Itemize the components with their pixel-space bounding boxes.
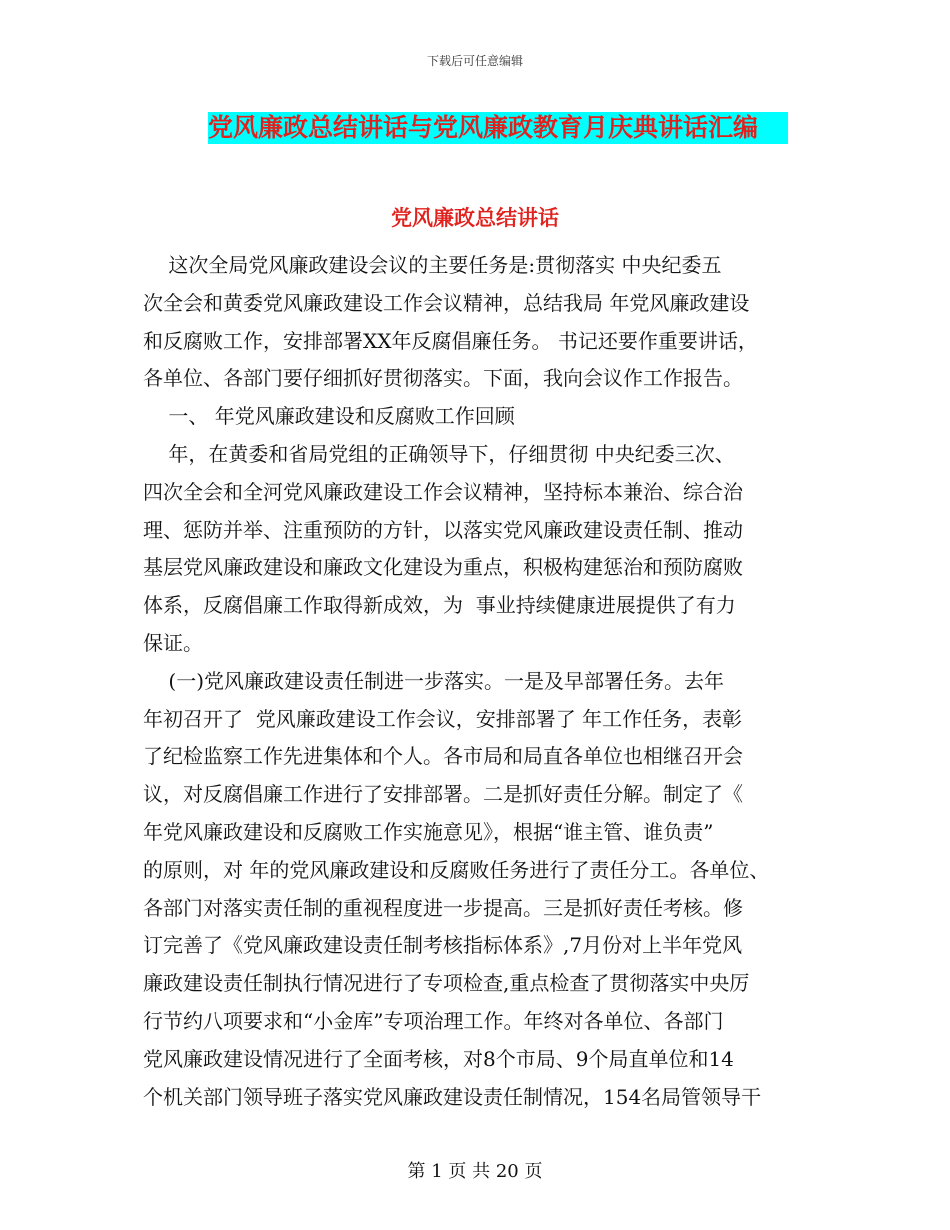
text-line: 各单位、各部门要仔细抓好贯彻落实。下面，我向会议作工作报告。 [143, 366, 743, 391]
text-line: 个机关部门领导班子落实党风廉政建设责任制情况，154名局管领导干 [143, 1084, 762, 1109]
body-text [143, 247, 823, 1116]
text-line: 基层党风廉政建设和廉政文化建设为重点，积极构建惩治和预防腐败 [143, 555, 743, 580]
text-line: 和反腐败工作，安排部署XX年反腐倡廉任务。 书记还要作重要讲话， [143, 328, 758, 353]
text-line: 年党风廉政建设和反腐败工作实施意见》，根据“谁主管、谁负责” [143, 819, 714, 844]
text-line: 保证。 [143, 630, 203, 655]
section-title: 党风廉政总结讲话 [391, 206, 559, 230]
text-line: 议，对反腐倡廉工作进行了安排部署。二是抓好责任分解。制定了《 [143, 782, 743, 807]
text-line: 党风廉政建设情况进行了全面考核，对8个市局、9个局直单位和14 [143, 1046, 734, 1071]
text-line: 的原则，对 年的党风廉政建设和反腐败任务进行了责任分工。各单位、 [143, 857, 770, 882]
text-line: 廉政建设责任制执行情况进行了专项检查,重点检查了贯彻落实中央厉 [143, 971, 750, 996]
text-line: 年初召开了 党风廉政建设工作会议，安排部署了 年工作任务，表彰 [143, 706, 743, 731]
text-line: 订完善了《党风廉政建设责任制考核指标体系》,7月份对上半年党风 [143, 933, 743, 958]
text-line: 体系，反腐倡廉工作取得新成效，为 事业持续健康进展提供了有力 [143, 593, 736, 618]
text-line: 各部门对落实责任制的重视程度进一步提高。三是抓好责任考核。修 [143, 895, 743, 920]
text-line: 理、惩防并举、注重预防的方针，以落实党风廉政建设责任制、推动 [143, 517, 743, 542]
header-note: 下载后可任意编辑 [426, 54, 523, 68]
document-title: 党风廉政总结讲话与党风廉政教育月庆典讲话汇编 [208, 112, 788, 144]
text-line: 一、 年党风廉政建设和反腐败工作回顾 [143, 404, 515, 429]
text-line: (一)党风廉政建设责任制进一步落实。一是及早部署任务。去年 [143, 668, 725, 693]
page-footer: 第 1 页 共 20 页 [407, 1161, 543, 1182]
text-line: 了纪检监察工作先进集体和个人。各市局和局直各单位也相继召开会 [143, 744, 743, 769]
text-line: 这次全局党风廉政建设会议的主要任务是:贯彻落实 中央纪委五 [143, 253, 722, 277]
text-line: 次全会和黄委党风廉政建设工作会议精神，总结我局 年党风廉政建设 [143, 290, 750, 315]
text-line: 四次全会和全河党风廉政建设工作会议精神，坚持标本兼治、综合治 [143, 479, 743, 504]
text-line: 年，在黄委和省局党组的正确领导下，仔细贯彻 中央纪委三次、 [143, 441, 735, 466]
text-line: 行节约八项要求和“小金库”专项治理工作。年终对各单位、各部门 [143, 1008, 724, 1033]
